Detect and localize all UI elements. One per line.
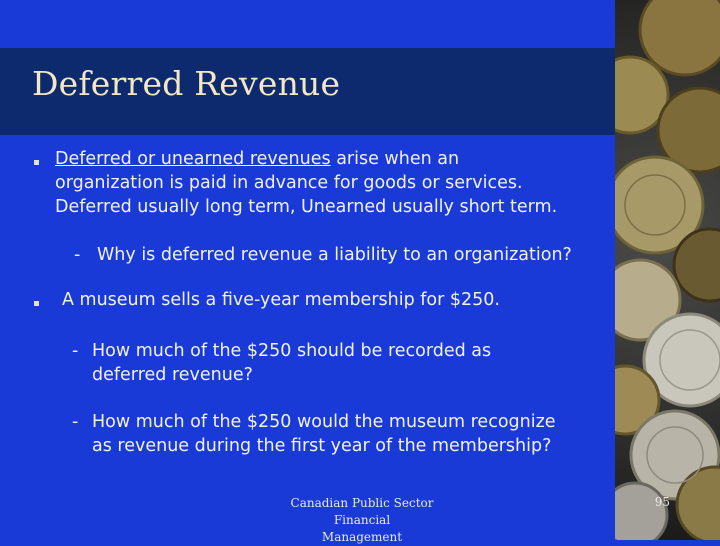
sub-bullet-3-line-1: How much of the $250 would the museum recognize bbox=[92, 412, 556, 432]
page-number: 95 bbox=[654, 495, 670, 509]
sub-bullet-1: Why is deferred revenue a liability to an organization? bbox=[97, 245, 572, 265]
bullet-marker bbox=[34, 160, 39, 165]
coins-illustration bbox=[615, 0, 720, 540]
bullet-1-line-3: Deferred usually long term, Unearned usually short term. bbox=[55, 197, 558, 217]
bullet-1-line-2: organization is paid in advance for goods or services. bbox=[55, 173, 523, 193]
bullet-1-line-1 bbox=[55, 147, 459, 171]
bullet-marker bbox=[34, 301, 39, 306]
sub-bullet-2-line-2: deferred revenue? bbox=[92, 365, 253, 385]
slide-title: Deferred Revenue bbox=[32, 64, 341, 103]
bullet-2: A museum sells a five-year membership for $250. bbox=[62, 290, 500, 310]
footer-line-1: Canadian Public Sector Financial bbox=[290, 496, 434, 527]
sub-bullet-dash: - bbox=[74, 245, 81, 265]
bullet-1-line-1-rest: arise when an bbox=[330, 149, 460, 169]
sub-bullet-dash: - bbox=[72, 412, 79, 432]
sub-bullet-dash: - bbox=[72, 341, 79, 361]
key-term: Deferred or unearned revenues bbox=[55, 149, 331, 169]
sub-bullet-2-line-1: How much of the $250 should be recorded as bbox=[92, 341, 492, 361]
footer bbox=[262, 495, 462, 546]
coins-image bbox=[615, 0, 720, 540]
footer-line-2: Management bbox=[321, 530, 403, 544]
sub-bullet-3-line-2: as revenue during the first year of the membership? bbox=[92, 436, 552, 456]
